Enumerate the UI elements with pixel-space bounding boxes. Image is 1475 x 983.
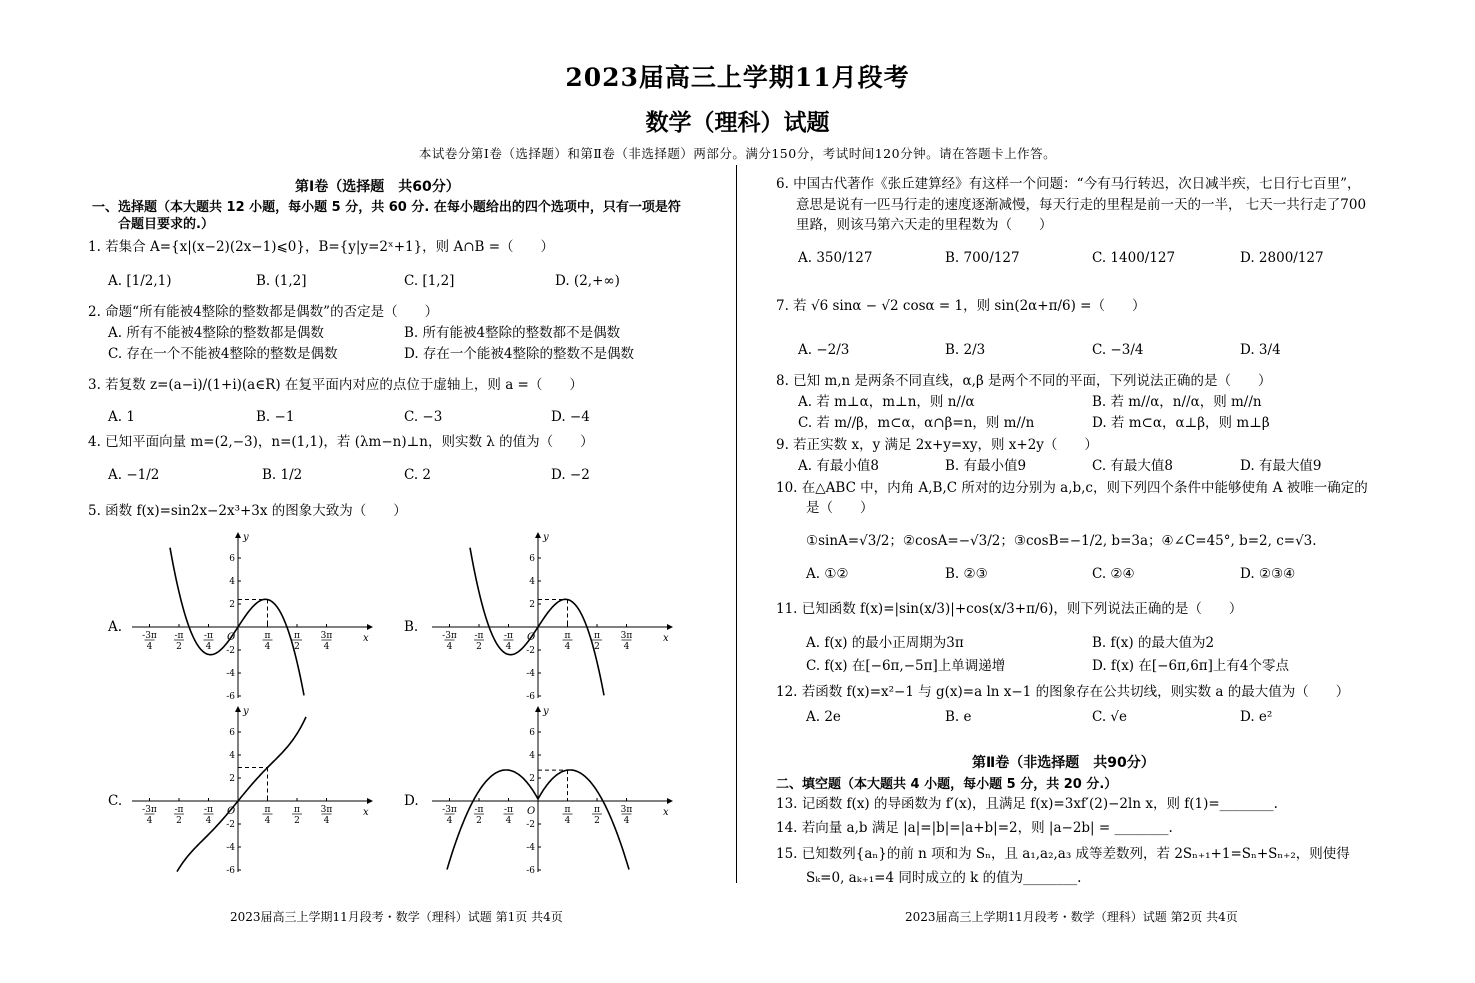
y-axis-arrow xyxy=(535,532,541,538)
x-tick-label-denominator: 2 xyxy=(176,642,182,652)
question-15: 15. 已知数列{aₙ}的前 n 项和为 Sₙ，且 a₁,a₂,a₃ 成等差数列，若 2Sₙ₊₁+1=Sₙ+Sₙ₊₂，则使得 xyxy=(776,846,1350,862)
x-tick-label-denominator: 4 xyxy=(146,642,153,652)
y-tick-label: 4 xyxy=(529,751,535,761)
x-tick-label-denominator: 2 xyxy=(476,642,482,652)
q4-option-b: B. 1/2 xyxy=(262,467,303,483)
q4-option-a: A. −1/2 xyxy=(108,467,160,483)
q8-option-b: B. 若 m//α，n//α，则 m//n xyxy=(1092,394,1262,410)
graph-a xyxy=(130,530,375,700)
y-tick-label: 2 xyxy=(529,774,535,784)
y-axis-arrow xyxy=(235,532,241,538)
q8-option-d: D. 若 m⊂α，α⊥β，则 m⊥β xyxy=(1092,415,1270,431)
x-tick-label: 3π xyxy=(320,631,333,641)
graph-d xyxy=(430,704,675,874)
x-axis-label: x xyxy=(363,807,369,818)
column-divider xyxy=(736,165,737,883)
x-tick-label: -3π xyxy=(142,805,157,815)
x-tick-label-denominator: 4 xyxy=(446,816,453,826)
question-1: 1. 若集合 A={x|(x−2)(2x−1)⩽0}，B={y|y=2ˣ+1}，则 A∩B =（ ） xyxy=(88,239,555,255)
footer-right: 2023届高三上学期11月段考・数学（理科）试题 第2页 共4页 xyxy=(905,910,1238,924)
q3-option-d: D. −4 xyxy=(551,409,590,425)
y-tick-label: -4 xyxy=(226,669,235,679)
y-tick-label: -6 xyxy=(526,866,535,874)
x-tick-label-denominator: 4 xyxy=(623,642,630,652)
q1-option-d: D. (2,+∞) xyxy=(555,273,620,289)
graph-c xyxy=(130,704,375,874)
q2-option-a: A. 所有不能被4整除的整数都是偶数 xyxy=(108,325,324,341)
x-tick-label: -π xyxy=(174,631,184,641)
q11-option-d: D. f(x) 在[−6π,6π]上有4个零点 xyxy=(1092,658,1290,674)
question-9: 9. 若正实数 x，y 满足 2x+y=xy，则 x+2y（ ） xyxy=(776,437,1098,453)
x-tick-label: π xyxy=(564,631,571,641)
x-tick-label: -π xyxy=(504,631,513,641)
q6-cont-1: 意思是说有一匹马行走的速度逐渐减慢，每天行走的里程是前一天的一半， 七天一共行走了700 xyxy=(796,197,1367,213)
y-tick-label: 6 xyxy=(229,554,235,564)
x-tick-label-denominator: 4 xyxy=(323,816,330,826)
y-tick-label: -6 xyxy=(226,866,235,874)
x-tick-label: π xyxy=(594,631,600,641)
exam-title: 2023届高三上学期11月段考 xyxy=(565,63,910,92)
question-6: 6. 中国古代著作《张丘建算经》有这样一个问题：“今有马行转迟，次日减半疾，七日行七百里”， xyxy=(776,176,1361,192)
q6-option-a: A. 350/127 xyxy=(798,250,873,266)
y-tick-label: 6 xyxy=(529,554,535,564)
x-tick-label: -3π xyxy=(142,631,157,641)
q9-option-a: A. 有最小值8 xyxy=(798,458,879,474)
q5-option-d: D. xyxy=(404,793,419,809)
x-tick-label-denominator: 4 xyxy=(446,642,453,652)
function-curve xyxy=(470,548,604,696)
x-axis-arrow xyxy=(367,798,373,804)
q12-option-d: D. e² xyxy=(1240,709,1273,725)
x-tick-label-denominator: 2 xyxy=(294,642,300,652)
x-tick-label-denominator: 2 xyxy=(594,642,600,652)
y-tick-label: -4 xyxy=(526,669,535,679)
x-axis-arrow xyxy=(667,624,673,630)
x-tick-label: π xyxy=(564,805,571,815)
q11-option-a: A. f(x) 的最小正周期为3π xyxy=(806,635,964,651)
q10-option-a: A. ①② xyxy=(806,566,849,582)
origin-label: O xyxy=(227,632,236,643)
x-tick-label-denominator: 2 xyxy=(176,816,182,826)
y-tick-label: 4 xyxy=(229,751,235,761)
question-12: 12. 若函数 f(x)=x²−1 与 g(x)=a ln x−1 的图象存在公共切线，则实数 a 的最大值为（ ） xyxy=(776,684,1350,700)
x-tick-label-denominator: 4 xyxy=(205,816,212,826)
q6-option-d: D. 2800/127 xyxy=(1240,250,1324,266)
q9-option-c: C. 有最大值8 xyxy=(1092,458,1174,474)
function-curve xyxy=(174,717,306,872)
question-7: 7. 若 √6 sinα − √2 cosα = 1，则 sin(2α+π/6) =（ ） xyxy=(776,298,1146,314)
q6-option-c: C. 1400/127 xyxy=(1092,250,1176,266)
x-tick-label: π xyxy=(264,805,271,815)
q10-option-b: B. ②③ xyxy=(945,566,988,582)
q7-option-d: D. 3/4 xyxy=(1240,342,1281,358)
x-axis-label: x xyxy=(363,633,369,644)
footer-left: 2023届高三上学期11月段考・数学（理科）试题 第1页 共4页 xyxy=(230,910,563,924)
q1-option-b: B. (1,2] xyxy=(256,273,307,289)
x-tick-label-denominator: 4 xyxy=(623,816,630,826)
question-13: 13. 记函数 f(x) 的导函数为 f′(x)，且满足 f(x)=3xf′(2)−2ln x，则 f(1)=________. xyxy=(776,796,1278,812)
y-tick-label: 4 xyxy=(229,577,235,587)
q7-option-a: A. −2/3 xyxy=(798,342,850,358)
section1-title-cont: 合题目要求的.） xyxy=(118,217,214,232)
x-tick-label-denominator: 2 xyxy=(294,816,300,826)
x-axis-label: x xyxy=(663,633,669,644)
question-4: 4. 已知平面向量 m=(2,−3)，n=(1,1)，若 (λm−n)⊥n，则实数 λ 的值为（ ） xyxy=(88,434,594,450)
section1-title: 一、选择题（本大题共 12 小题，每小题 5 分，共 60 分. 在每小题给出的四个选项中，只有一项是符 xyxy=(92,200,681,215)
y-tick-label: -6 xyxy=(226,692,235,700)
x-tick-label: π xyxy=(594,805,600,815)
y-axis-arrow xyxy=(235,706,241,712)
x-tick-label: -π xyxy=(474,631,484,641)
x-tick-label: 3π xyxy=(620,805,633,815)
q12-option-b: B. e xyxy=(945,709,972,725)
q4-option-d: D. −2 xyxy=(551,467,590,483)
x-tick-label: -π xyxy=(174,805,184,815)
question-11: 11. 已知函数 f(x)=|sin(x/3)|+cos(x/3+π/6)，则下列说法正确的是（ ） xyxy=(776,601,1243,617)
x-tick-label-denominator: 2 xyxy=(594,816,600,826)
q4-option-c: C. 2 xyxy=(404,467,432,483)
part2-header: 第Ⅱ卷（非选择题 共90分） xyxy=(972,755,1155,771)
q7-option-c: C. −3/4 xyxy=(1092,342,1144,358)
x-tick-label: 3π xyxy=(320,805,333,815)
y-tick-label: -4 xyxy=(526,843,535,853)
x-tick-label-denominator: 4 xyxy=(264,816,271,826)
x-tick-label: π xyxy=(294,805,300,815)
y-axis-arrow xyxy=(535,706,541,712)
section2-title: 二、填空题（本大题共 4 小题，每小题 5 分，共 20 分.） xyxy=(776,777,1118,792)
exam-subtitle: 数学（理科）试题 xyxy=(645,109,830,136)
y-axis-label: y xyxy=(243,706,249,717)
q10-cont-2: ①sinA=√3/2；②cosA=−√3/2；③cosB=−1/2, b=3a；④∠C=45°, b=2, c=√3. xyxy=(806,533,1317,549)
x-tick-label: -3π xyxy=(442,805,457,815)
question-8: 8. 已知 m,n 是两条不同直线，α,β 是两个不同的平面，下列说法正确的是（ ） xyxy=(776,373,1272,389)
q7-option-b: B. 2/3 xyxy=(945,342,986,358)
x-tick-label: π xyxy=(264,631,271,641)
question-5: 5. 函数 f(x)=sin2x−2x³+3x 的图象大致为（ ） xyxy=(88,503,407,519)
q6-option-b: B. 700/127 xyxy=(945,250,1020,266)
q3-option-c: C. −3 xyxy=(404,409,443,425)
y-tick-label: 2 xyxy=(529,600,535,610)
x-axis-arrow xyxy=(667,798,673,804)
x-tick-label: π xyxy=(294,631,300,641)
q9-option-d: D. 有最大值9 xyxy=(1240,458,1322,474)
q5-option-b: B. xyxy=(404,619,419,635)
x-tick-label-denominator: 4 xyxy=(505,642,512,652)
q10-option-c: C. ②④ xyxy=(1092,566,1135,582)
q10-cont-1: 是（ ） xyxy=(806,500,874,516)
question-2: 2. 命题“所有能被4整除的整数都是偶数”的否定是（ ） xyxy=(88,304,439,320)
question-14: 14. 若向量 a,b 满足 |a|=|b|=|a+b|=2，则 |a−2b| = ________. xyxy=(776,820,1173,836)
y-axis-label: y xyxy=(543,532,549,543)
y-tick-label: -2 xyxy=(226,820,235,830)
x-tick-label-denominator: 4 xyxy=(264,642,271,652)
x-tick-label: -π xyxy=(474,805,484,815)
q12-option-c: C. √e xyxy=(1092,709,1128,725)
x-tick-label-denominator: 4 xyxy=(564,816,571,826)
x-tick-label-denominator: 4 xyxy=(323,642,330,652)
q11-option-c: C. f(x) 在[−6π,−5π]上单调递增 xyxy=(806,658,1006,674)
y-tick-label: -6 xyxy=(526,692,535,700)
q6-cont-2: 里路，则该马第六天走的里程数为（ ） xyxy=(796,217,1053,233)
part1-header: 第Ⅰ卷（选择题 共60分） xyxy=(295,179,460,195)
q5-option-a: A. xyxy=(108,619,123,635)
q8-option-c: C. 若 m//β，m⊂α，α∩β=n，则 m//n xyxy=(798,415,1035,431)
q3-option-b: B. −1 xyxy=(256,409,295,425)
q1-option-a: A. [1/2,1) xyxy=(108,273,172,289)
x-tick-label: 3π xyxy=(620,631,633,641)
x-axis-arrow xyxy=(367,624,373,630)
origin-label: O xyxy=(527,632,536,643)
x-tick-label-denominator: 4 xyxy=(146,816,153,826)
q9-option-b: B. 有最小值9 xyxy=(945,458,1027,474)
question-3: 3. 若复数 z=(a−i)/(1+i)(a∈R) 在复平面内对应的点位于虚轴上，则 a =（ ） xyxy=(88,377,583,393)
x-tick-label: -3π xyxy=(442,631,457,641)
q10-option-d: D. ②③④ xyxy=(1240,566,1296,582)
y-tick-label: 6 xyxy=(229,728,235,738)
q2-option-d: D. 存在一个能被4整除的整数不是偶数 xyxy=(404,346,635,362)
x-tick-label-denominator: 2 xyxy=(476,816,482,826)
y-axis-label: y xyxy=(543,706,549,717)
y-axis-label: y xyxy=(243,532,249,543)
q3-option-a: A. 1 xyxy=(108,409,135,425)
graph-b xyxy=(430,530,675,700)
q12-option-a: A. 2e xyxy=(806,709,841,725)
q8-option-a: A. 若 m⊥α，m⊥n，则 n//α xyxy=(798,394,975,410)
y-tick-label: 4 xyxy=(529,577,535,587)
function-curve xyxy=(170,548,304,696)
q2-option-c: C. 存在一个不能被4整除的整数是偶数 xyxy=(108,346,338,362)
question-10: 10. 在△ABC 中，内角 A,B,C 所对的边分别为 a,b,c，则下列四个条件中能够使角 A 被唯一确定的 xyxy=(776,480,1368,496)
y-tick-label: 6 xyxy=(529,728,535,738)
y-tick-label: 2 xyxy=(229,600,235,610)
y-tick-label: -4 xyxy=(226,843,235,853)
x-tick-label: -π xyxy=(504,805,513,815)
origin-label: O xyxy=(527,806,536,817)
y-tick-label: -2 xyxy=(226,646,235,656)
x-tick-label-denominator: 4 xyxy=(505,816,512,826)
x-tick-label-denominator: 4 xyxy=(564,642,571,652)
q5-option-c: C. xyxy=(108,793,123,809)
q15-cont: Sₖ=0, aₖ₊₁=4 同时成立的 k 的值为________. xyxy=(806,870,1082,886)
q11-option-b: B. f(x) 的最大值为2 xyxy=(1092,635,1215,651)
x-tick-label: -π xyxy=(204,631,213,641)
exam-instructions: 本试卷分第Ⅰ卷（选择题）和第Ⅱ卷（非选择题）两部分。满分150分，考试时间120分钟。请在答题卡上作答。 xyxy=(418,146,1057,161)
x-axis-label: x xyxy=(663,807,669,818)
y-tick-label: -2 xyxy=(526,646,535,656)
origin-label: O xyxy=(227,806,236,817)
q1-option-c: C. [1,2] xyxy=(404,273,455,289)
q2-option-b: B. 所有能被4整除的整数都不是偶数 xyxy=(404,325,621,341)
x-tick-label-denominator: 4 xyxy=(205,642,212,652)
x-tick-label: -π xyxy=(204,805,213,815)
y-tick-label: 2 xyxy=(229,774,235,784)
y-tick-label: -2 xyxy=(526,820,535,830)
